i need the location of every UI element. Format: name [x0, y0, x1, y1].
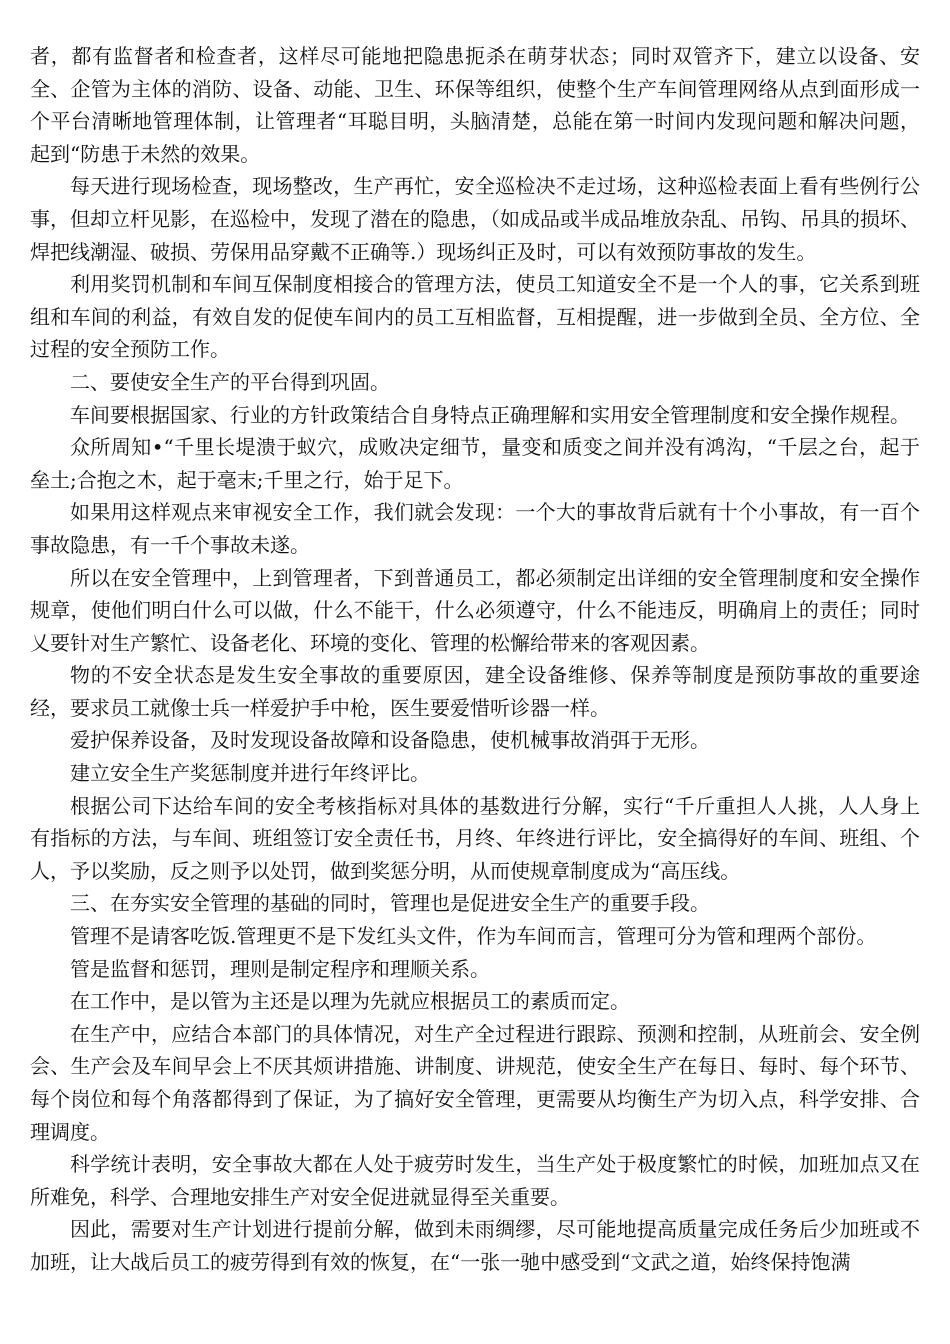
paragraph-9: 物的不安全状态是发生安全事故的重要原因，建全设备维修、保养等制度是预防事故的重要途经，要求员工就像士兵一样爱护手中枪，医生要爱惜听诊器一样。: [30, 663, 920, 720]
paragraph-5: 车间要根据国家、行业的方针政策结合自身特点正确理解和实用安全管理制度和安全操作规程。: [70, 402, 910, 427]
section-heading-3: 三、在夯实安全管理的基础的同时，管理也是促进安全生产的重要手段。: [70, 891, 710, 916]
paragraph-3: 利用奖罚机制和车间互保制度相接合的管理方法，使员工知道安全不是一个人的事，它关系到班组和车间的利益，有效自发的促使车间内的员工互相监督，互相提醒，进一步做到全员、全方位、全过程的安全预防工作。: [30, 272, 920, 362]
paragraph-6: 众所周知•“千里长堤溃于蚁穴，成败决定细节，量变和质变之间并没有鸿沟，“千层之台，起于垒土;合抱之木，起于毫末;千里之行，始于足下。: [30, 435, 920, 492]
paragraph-12: 根据公司下达给车间的安全考核指标对具体的基数进行分解，实行“千斤重担人人挑，人人身上有指标的方法，与车间、班组签订安全责任书，月终、年终进行评比，安全搞得好的车间、班组、个人，予以奖励，反之则予以处罚，做到奖惩分明，从而使规章制度成为“高压线。: [30, 793, 920, 883]
paragraph-14: 管理不是请客吃饭.管理更不是下发红头文件，作为车间而言，管理可分为管和理两个部份。: [70, 924, 877, 949]
paragraph-7: 如果用这样观点来审视安全工作，我们就会发现：一个大的事故背后就有十个小事故，有一百个事故隐患，有一千个事故未遂。: [30, 500, 920, 557]
section-heading-2: 二、要使安全生产的平台得到巩固。: [70, 369, 390, 394]
paragraph-8: 所以在安全管理中，上到管理者，下到普通员工，都必须制定出详细的安全管理制度和安全操作规章，使他们明白什么可以做，什么不能干，什么必须遵守，什么不能违反，明确肩上的责任；同时乂要针对生产繁忙、设备老化、环境的变化、管理的松懈给带来的客观因素。: [30, 565, 920, 655]
paragraph-19: 因此，需要对生产计划进行提前分解，做到未雨绸缪，尽可能地提高质量完成任务后少加班或不加班，让大战后员工的疲劳得到有效的恢复，在“一张一驰中感受到“文武之道，始终保持饱满: [30, 1217, 920, 1274]
paragraph-16: 在工作中，是以管为主还是以理为先就应根据员工的素质而定。: [70, 989, 630, 1014]
document-page: [30, 40, 920, 1279]
paragraph-10: 爱护保养设备，及时发现设备故障和设备隐患，使机械事故消弭于无形。: [70, 728, 710, 753]
paragraph-1: 者，都有监督者和检查者，这样尽可能地把隐患扼杀在萌芽状态；同时双管齐下，建立以设备、安全、企管为主体的消防、设备、动能、卫生、环保等组织，使整个生产车间管理网络从点到面形成一个平台清晰地管理体制，让管理者“耳聪目明，头脑清楚，总能在第一时间内发现问题和解决问题，起到“防患于未然的效果。: [30, 44, 920, 166]
paragraph-15: 管是监督和惩罚，理则是制定程序和理顺关系。: [70, 956, 490, 981]
paragraph-11: 建立安全生产奖惩制度并进行年终评比。: [70, 761, 430, 786]
paragraph-2: 每天进行现场检查，现场整改，生产再忙，安全巡检决不走过场，这种巡检表面上看有些例行公事，但却立杆见影，在巡检中，发现了潜在的隐患，（如成品或半成品堆放杂乱、吊钩、吊具的损坏、焊把线潮湿、破损、劳保用品穿戴不正确等.）现场纠正及时，可以有效预防事故的发生。: [30, 174, 920, 264]
paragraph-18: 科学统计表明，安全事故大都在人处于疲劳时发生，当生产处于极度繁忙的时候，加班加点又在所难免，科学、合理地安排生产对安全促进就显得至关重要。: [30, 1152, 920, 1209]
paragraph-17: 在生产中，应结合本部门的具体情况，对生产全过程进行跟踪、预测和控制，从班前会、安全例会、生产会及车间早会上不厌其烦讲措施、讲制度、讲规范，使安全生产在每日、每时、每个环节、每个岗位和每个角落都得到了保证，为了搞好安全管理，更需要从均衡生产为切入点，科学安排、合理调度。: [30, 1021, 920, 1144]
